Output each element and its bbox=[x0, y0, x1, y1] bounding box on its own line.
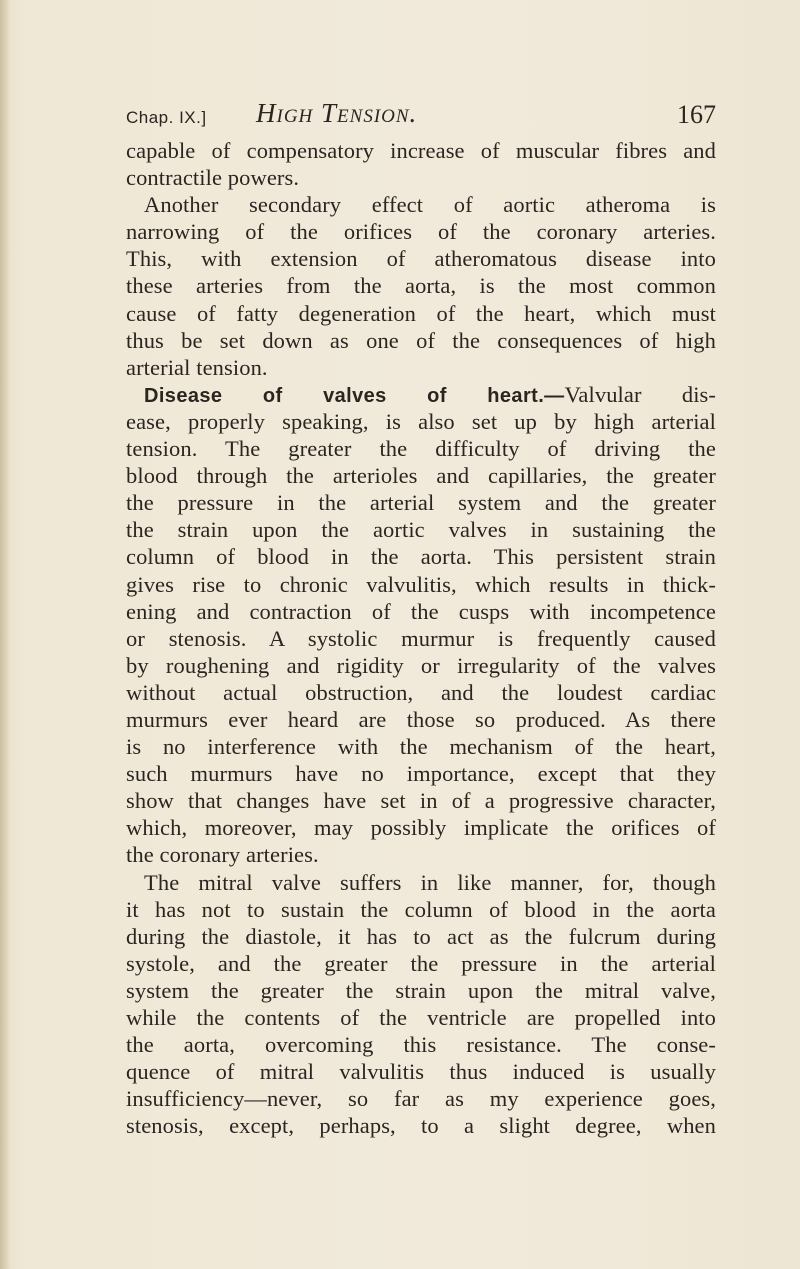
text-line: contractile powers. bbox=[126, 165, 300, 191]
page-header bbox=[126, 96, 716, 136]
text-line: or stenosis. A systolic murmur is frequently caused bbox=[126, 625, 716, 651]
text-line: it has not to sustain the column of blood in the aorta bbox=[126, 896, 716, 922]
text-line: blood through the arterioles and capillaries, the greater bbox=[126, 463, 716, 489]
text-line: This, with extension of atheromatous disease into bbox=[126, 246, 716, 272]
text-line: The mitral valve suffers in like manner, for, though bbox=[144, 869, 716, 895]
text-line: the coronary arteries. bbox=[126, 842, 319, 868]
body-text bbox=[126, 137, 716, 1139]
text-line: such murmurs have no importance, except that they bbox=[126, 761, 716, 787]
running-title: High Tension. bbox=[256, 98, 418, 128]
text-line: systole, and the greater the pressure in the arterial bbox=[126, 950, 716, 976]
text-line: the pressure in the arterial system and the greater bbox=[126, 490, 716, 516]
text-line: murmurs ever heard are those so produced. As there bbox=[126, 706, 716, 732]
section-sidehead: Disease of valves of heart.— bbox=[144, 384, 565, 407]
text-line: is no interference with the mechanism of the heart, bbox=[126, 734, 716, 760]
chapter-reference: Chap. IX.] bbox=[126, 108, 207, 127]
text-line: ease, properly speaking, is also set up by high arterial bbox=[126, 408, 716, 434]
text-line: system the greater the strain upon the mitral valve, bbox=[126, 977, 716, 1003]
text-line-with-sidehead bbox=[126, 381, 716, 408]
text-line: ening and contraction of the cusps with incompetence bbox=[126, 598, 716, 624]
text-line-rest: Valvular dis- bbox=[564, 381, 716, 407]
text-line: column of blood in the aorta. This persistent strain bbox=[126, 544, 716, 570]
page-binding-edge bbox=[0, 0, 10, 1269]
text-line: without actual obstruction, and the loudest cardiac bbox=[126, 679, 716, 705]
text-line: stenosis, except, perhaps, to a slight degree, when bbox=[126, 1113, 716, 1139]
text-line: arterial tension. bbox=[126, 354, 268, 380]
text-line: insufficiency—never, so far as my experience goes, bbox=[126, 1086, 716, 1112]
text-line: the strain upon the aortic valves in sustaining the bbox=[126, 517, 716, 543]
text-line: capable of compensatory increase of muscular fibres and bbox=[126, 138, 716, 163]
text-line: these arteries from the aorta, is the most common bbox=[126, 273, 716, 299]
text-line: quence of mitral valvulitis thus induced is usually bbox=[126, 1059, 716, 1085]
text-line: tension. The greater the difficulty of driving the bbox=[126, 436, 716, 462]
text-line: during the diastole, it has to act as the fulcrum during bbox=[126, 923, 716, 949]
text-line: by roughening and rigidity or irregularity of the valves bbox=[126, 652, 716, 678]
text-line: cause of fatty degeneration of the heart, which must bbox=[126, 300, 716, 326]
text-line: narrowing of the orifices of the coronary arteries. bbox=[126, 219, 716, 245]
text-line: while the contents of the ventricle are propelled into bbox=[126, 1005, 716, 1030]
page-number: 167 bbox=[677, 100, 716, 129]
text-line: show that changes have set in of a progressive character, bbox=[126, 788, 716, 814]
text-line: Another secondary effect of aortic atheroma is bbox=[144, 192, 716, 218]
text-line: thus be set down as one of the consequences of high bbox=[126, 327, 716, 353]
text-line: the aorta, overcoming this resistance. The conse- bbox=[126, 1032, 716, 1058]
text-line: gives rise to chronic valvulitis, which results in thick- bbox=[126, 571, 716, 597]
text-line: which, moreover, may possibly implicate the orifices of bbox=[126, 815, 716, 841]
